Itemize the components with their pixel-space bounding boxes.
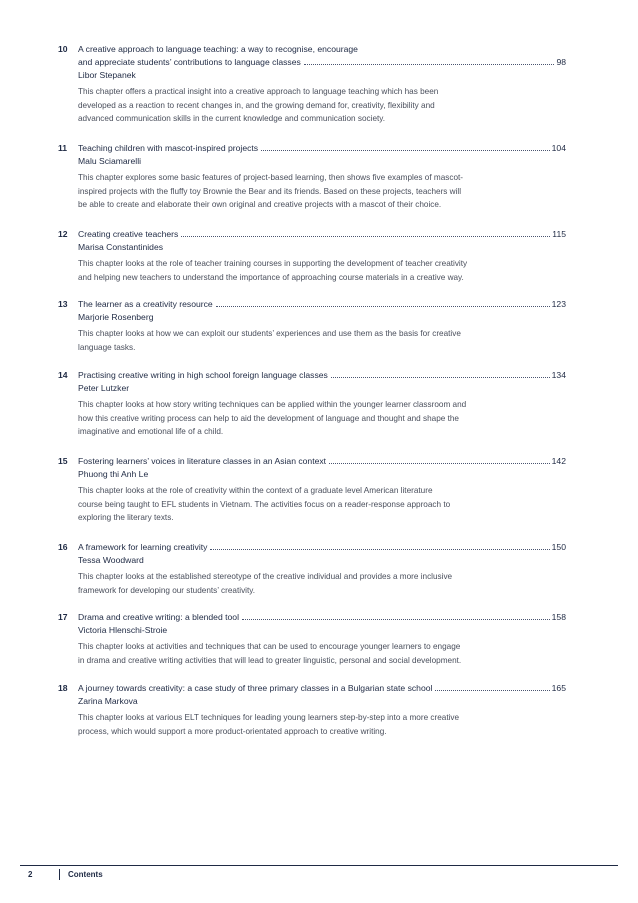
chapter-title-line[interactable]: Fostering learners’ voices in literature classes in an Asian context 142 xyxy=(78,456,566,466)
chapter-number: 14 xyxy=(58,370,68,380)
leader-dots xyxy=(261,149,550,151)
page-number: 158 xyxy=(551,612,566,622)
chapter-title-line[interactable]: A journey towards creativity: a case study of three primary classes in a Bulgarian state school 165 xyxy=(78,683,566,693)
leader-dots xyxy=(329,462,550,464)
page-number: 123 xyxy=(551,299,566,309)
leader-dots xyxy=(210,548,549,550)
footer-divider xyxy=(20,865,618,866)
leader-dots xyxy=(216,305,550,307)
chapter-number: 16 xyxy=(58,542,68,552)
leader-dots xyxy=(304,63,555,65)
chapter-number: 13 xyxy=(58,299,68,309)
footer-section-label: Contents xyxy=(68,870,103,879)
leader-dots xyxy=(331,376,550,378)
chapter-number: 15 xyxy=(58,456,68,466)
chapter-author: Phuong thi Anh Le xyxy=(78,469,149,479)
chapter-author: Victoria Hlenschi-Stroie xyxy=(78,625,168,635)
chapter-title-line[interactable]: A framework for learning creativity 150 xyxy=(78,542,566,552)
leader-dots xyxy=(435,689,549,691)
chapter-number: 11 xyxy=(58,143,68,153)
chapter-number: 18 xyxy=(58,683,68,693)
chapter-description: This chapter offers a practical insight into a creative approach to language teaching which has been developed as a reaction to recent changes in, and the growing demand for, creativity, flexibility and advanced communication skills in the current knowledge and communication society. xyxy=(78,87,439,123)
chapter-title-line[interactable]: Drama and creative writing: a blended tool 158 xyxy=(78,612,566,622)
chapter-author: Malu Sciamarelli xyxy=(78,156,142,166)
chapter-title-line-1[interactable]: A creative approach to language teaching: a way to recognise, encourage xyxy=(78,44,358,54)
page-number: 165 xyxy=(551,683,566,693)
chapter-author: Libor Stepanek xyxy=(78,70,136,80)
chapter-number: 12 xyxy=(58,229,68,239)
chapter-title-line-2[interactable]: and appreciate students’ contributions to language classes 98 xyxy=(78,57,566,67)
footer-separator xyxy=(59,869,60,880)
chapter-author: Tessa Woodward xyxy=(78,555,144,565)
chapter-author: Marjorie Rosenberg xyxy=(78,312,154,322)
page-number: 150 xyxy=(551,542,566,552)
chapter-description: This chapter looks at the role of teacher training courses in supporting the development of teacher creativity and helping new teachers to understand the importance of approaching course materials in a creative way. xyxy=(78,259,468,282)
page-number: 134 xyxy=(551,370,566,380)
chapter-description: This chapter looks at how story writing techniques can be applied within the younger learner classroom and how this creative writing process can help to aid the development of language and thought and shape the imaginative and emotional life of a child. xyxy=(78,400,467,436)
chapter-author: Peter Lutzker xyxy=(78,383,130,393)
chapter-author: Zarina Markova xyxy=(78,696,138,706)
chapter-title-line[interactable]: Teaching children with mascot-inspired projects 104 xyxy=(78,143,566,153)
chapter-number: 10 xyxy=(58,44,68,54)
page-number: 115 xyxy=(552,229,566,239)
chapter-number: 17 xyxy=(58,612,68,622)
footer-page-number: 2 xyxy=(28,870,33,879)
leader-dots xyxy=(242,618,550,620)
chapter-description: This chapter looks at the established stereotype of the creative individual and provides a more inclusive framework for developing our students’ creativity. xyxy=(78,572,453,595)
chapter-description: This chapter looks at activities and techniques that can be used to encourage younger learners to engage in drama and creative writing activities that will lead to greater linguistic, personal and social development. xyxy=(78,642,462,665)
page-number: 98 xyxy=(556,57,566,67)
chapter-description: This chapter looks at how we can exploit our students’ experiences and use them as the basis for creative language tasks. xyxy=(78,329,461,352)
chapter-description: This chapter looks at the role of creativity within the context of a graduate level American literature course being taught to EFL students in Vietnam. The activities focus on a reader-response approach to exploring the literary texts. xyxy=(78,486,451,522)
page-number: 142 xyxy=(551,456,566,466)
chapter-author: Marisa Constantinides xyxy=(78,242,164,252)
leader-dots xyxy=(181,235,550,237)
chapter-title-line[interactable]: Creating creative teachers 115 xyxy=(78,229,566,239)
chapter-description: This chapter looks at various ELT techniques for leading young learners step-by-step into a more creative process, which would support a more product-orientated approach to creative writing. xyxy=(78,713,460,736)
chapter-description: This chapter explores some basic features of project-based learning, then shows five examples of mascot- inspired projects with the fluffy toy Brownie the Bear and its friends. Based on these projects, teachers will be able to create and elaborate their own original and creative projects with a mascot of their choice. xyxy=(78,173,464,209)
chapter-title-line[interactable]: Practising creative writing in high school foreign language classes 134 xyxy=(78,370,566,380)
page-number: 104 xyxy=(551,143,566,153)
chapter-title-line[interactable]: The learner as a creativity resource 123 xyxy=(78,299,566,309)
